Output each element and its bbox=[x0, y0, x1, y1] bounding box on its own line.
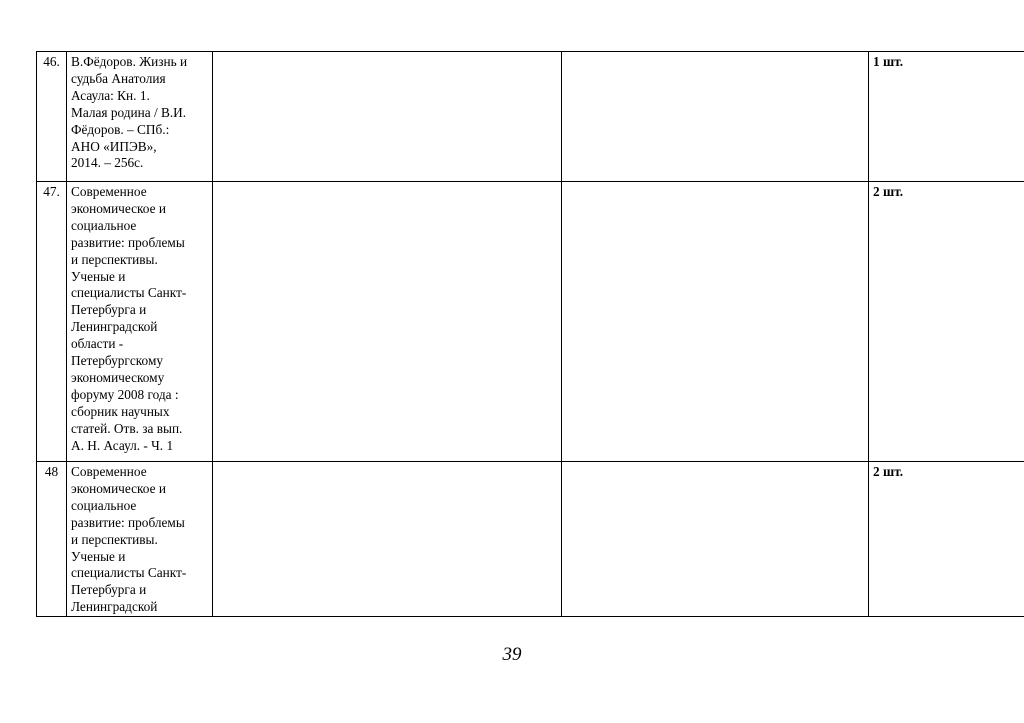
empty-cell bbox=[213, 462, 562, 617]
table-row bbox=[37, 182, 1024, 462]
quantity-cell: 2 шт. bbox=[869, 462, 1024, 617]
empty-cell bbox=[213, 52, 562, 182]
row-number-cell: 46. bbox=[37, 52, 67, 182]
row-number-cell: 48 bbox=[37, 462, 67, 617]
page-number: 39 bbox=[502, 644, 522, 665]
empty-cell bbox=[562, 52, 869, 182]
table-row bbox=[37, 462, 1024, 617]
empty-cell bbox=[562, 182, 869, 462]
empty-cell bbox=[213, 182, 562, 462]
book-title-cell: Современное экономическое и социальное развитие: проблемы и перспективы. Ученые и специалисты Санкт- Петербурга и Ленинградской bbox=[67, 462, 213, 617]
book-inventory-table bbox=[36, 51, 1024, 617]
row-number-cell: 47. bbox=[37, 182, 67, 462]
book-title-cell: В.Фёдоров. Жизнь и судьба Анатолия Асаула: Кн. 1. Малая родина / В.И. Фёдоров. – СПб.: АНО «ИПЭВ», 2014. – 256с. bbox=[67, 52, 213, 182]
quantity-cell: 1 шт. bbox=[869, 52, 1024, 182]
quantity-cell: 2 шт. bbox=[869, 182, 1024, 462]
empty-cell bbox=[562, 462, 869, 617]
table-row bbox=[37, 52, 1024, 182]
book-title-cell: Современное экономическое и социальное развитие: проблемы и перспективы. Ученые и специалисты Санкт- Петербурга и Ленинградской области - Петербургскому экономическому форуму 2008 года : сборник научных статей. Отв. за вып. А. Н. Асаул. - Ч. 1 bbox=[67, 182, 213, 462]
